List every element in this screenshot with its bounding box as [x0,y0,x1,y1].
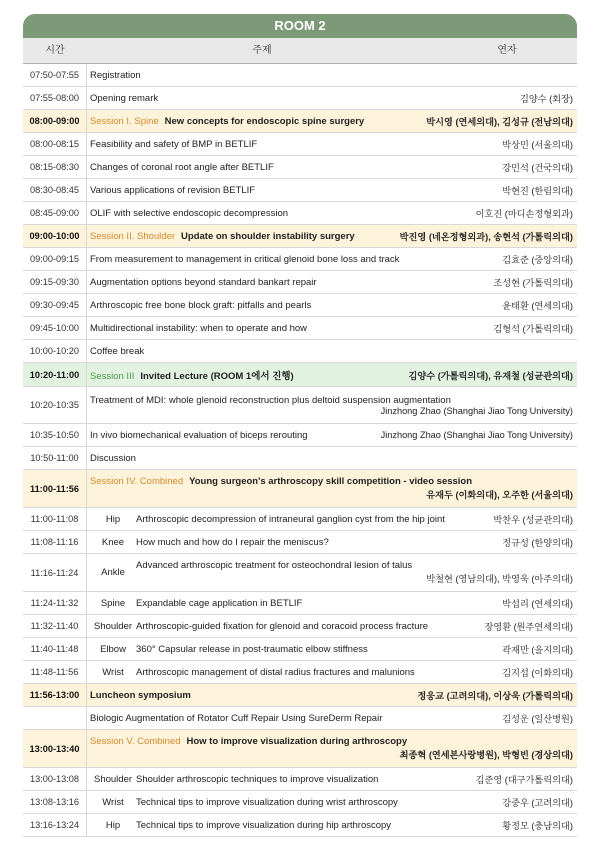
row-category: Shoulder [93,620,133,632]
row-topic: Treatment of MDI: whole glenoid reconstruction plus deltoid suspension augmentation [90,394,451,406]
row-speaker: 조성현 (가톨릭의대) [493,278,573,288]
row-speaker: 김효준 (중앙의대) [502,255,573,265]
table-row [23,202,577,225]
header-topic: 주제 [252,45,272,56]
row-topic: Augmentation options beyond standard bankart repair [90,276,317,288]
row-time: 09:15-09:30 [23,271,87,293]
table-row [23,340,577,363]
header-speaker: 연자 [497,45,517,56]
row-topic: Arthroscopic management of distal radius fractures and malunions [136,666,415,678]
row-time: 07:50-07:55 [23,64,87,86]
row-topic: Multidirectional instability: when to operate and how [90,322,308,334]
row-topic: In vivo biomechanical evaluation of biceps rerouting [90,429,308,441]
row-topic: Biologic Augmentation of Rotator Cuff Repair Using SureDerm Repair [90,712,383,724]
row-time: 11:32-11:40 [23,615,87,637]
row-topic: From measurement to management in critical glenoid bone loss and track [90,253,400,265]
session-name: Session IV. Combined [90,476,184,487]
row-speaker: 김준영 (대구가톨릭의대) [475,775,573,785]
row-topic: Technical tips to improve visualization during wrist arthroscopy [136,796,398,808]
row-category: Knee [101,536,125,548]
row-category: Wrist [102,796,124,808]
table-row [23,768,577,791]
session-chairs: 유재두 (이화의대), 오주한 (서울의대) [426,490,573,500]
table-row [23,814,577,837]
row-speaker: 황정모 (충남의대) [502,821,573,831]
row-time: 11:24-11:32 [23,592,87,614]
table-row [23,317,577,340]
session-title: Luncheon symposium [90,689,191,701]
session-row [23,684,577,707]
row-topic: OLIF with selective endoscopic decompression [90,207,289,219]
session-row [23,110,577,133]
row-speaker: 박섭리 (연세의대) [502,599,573,609]
session-title: Update on shoulder instability surgery [181,230,355,242]
table-row [23,638,577,661]
row-time: 11:56-13:00 [23,684,87,706]
row-speaker: 강중우 (고려의대) [502,798,573,808]
row-time: 10:20-10:35 [23,387,87,423]
table-row [23,554,577,592]
row-speaker: 김양수 (회장) [519,94,573,104]
row-speaker: 박현진 (한림의대) [502,186,573,196]
column-header-row [23,38,577,64]
row-topic: Arthroscopic decompression of intraneural ganglion cyst from the hip joint [136,513,445,525]
row-time: 11:48-11:56 [23,661,87,683]
row-time: 08:45-09:00 [23,202,87,224]
session-row [23,225,577,248]
session-name: Session I. Spine [90,115,159,127]
session-row [23,470,577,508]
session-name: Session V. Combined [90,736,181,747]
row-topic: Expandable cage application in BETLIF [136,597,303,609]
row-speaker: 곽재만 (을지의대) [502,645,573,655]
row-topic: Coffee break [90,345,145,357]
table-row [23,791,577,814]
table-row [23,615,577,638]
row-time: 10:50-11:00 [23,447,87,469]
row-topic: Various applications of revision BETLIF [90,184,256,196]
table-row [23,156,577,179]
row-speaker: 김지섭 (이화의대) [502,668,573,678]
row-time: 13:00-13:40 [23,730,87,767]
session-chairs: 정웅교 (고려의대), 이상욱 (가톨릭의대) [417,691,573,701]
row-category: Hip [105,819,121,831]
row-time [23,707,87,729]
row-time: 10:35-10:50 [23,424,87,446]
row-topic: Feasibility and safety of BMP in BETLIF [90,138,258,150]
table-row [23,592,577,615]
row-category: Spine [100,597,126,609]
row-topic: Arthroscopic-guided fixation for glenoid and coracoid process fracture [136,620,429,632]
row-topic: How much and how do I repair the meniscus? [136,536,329,548]
session-title: How to improve visualization during arthroscopy [186,736,408,747]
row-time: 09:45-10:00 [23,317,87,339]
row-time: 11:00-11:56 [23,470,87,507]
row-time: 11:08-11:16 [23,531,87,553]
table-row [23,87,577,110]
row-speaker: Jinzhong Zhao (Shanghai Jiao Tong University) [380,405,573,416]
row-category: Wrist [102,666,124,678]
row-topic: Shoulder arthroscopic techniques to improve visualization [136,773,379,785]
table-row [23,179,577,202]
row-speaker: 박찬우 (성균관의대) [493,515,573,525]
row-category: Shoulder [93,773,133,785]
row-topic: Discussion [90,452,136,464]
row-category: Ankle [101,567,125,578]
row-time: 08:30-08:45 [23,179,87,201]
row-category: Hip [105,513,121,525]
session-chairs: 박진영 (네온정형외과), 송현석 (가톨릭의대) [399,232,573,242]
session-row [23,730,577,768]
row-topic: Advanced arthroscopic treatment for osteochondral lesion of talus [136,560,413,571]
table-row [23,508,577,531]
row-time: 08:15-08:30 [23,156,87,178]
table-row [23,661,577,684]
table-row [23,248,577,271]
session-title: Young surgeon's arthroscopy skill competition - video session [189,476,473,487]
row-time: 13:08-13:16 [23,791,87,813]
session-chairs: 박시영 (연세의대), 김성규 (전남의대) [426,117,573,127]
row-topic: Changes of coronal root angle after BETLIF [90,161,274,173]
table-row [23,531,577,554]
table-row [23,447,577,470]
row-time: 13:16-13:24 [23,814,87,836]
session-name: Session II. Shoulder [90,230,176,242]
row-speaker: 김형석 (가톨릭의대) [493,324,573,334]
table-row [23,387,577,424]
row-time: 08:00-08:15 [23,133,87,155]
row-speaker: 장영환 (원주연세의대) [484,622,573,632]
session-title: Invited Lecture (ROOM 1에서 진행) [140,370,294,382]
table-row [23,64,577,87]
row-time: 10:20-11:00 [23,363,87,386]
program-table [23,14,577,837]
table-row [23,133,577,156]
row-speaker: 김성운 (일산병원) [502,714,573,724]
row-time: 09:00-09:15 [23,248,87,270]
row-time: 08:00-09:00 [23,110,87,132]
row-speaker: Jinzhong Zhao (Shanghai Jiao Tong University) [380,430,573,440]
header-time: 시간 [45,45,65,56]
table-row [23,271,577,294]
row-category: Elbow [100,643,126,655]
row-time: 13:00-13:08 [23,768,87,790]
row-speaker: 이호진 (마디손정형외과) [475,209,573,219]
row-time: 11:16-11:24 [23,554,87,591]
row-speaker: 박철현 (영남의대), 박영욱 (아주의대) [426,574,573,584]
row-speaker: 박상민 (서울의대) [502,140,573,150]
row-topic: Arthroscopic free bone block graft: pitfalls and pearls [90,299,312,311]
table-row [23,424,577,447]
row-topic: Opening remark [90,92,159,104]
session-name: Session III [90,370,135,382]
room-title: ROOM 2 [23,14,577,38]
row-time: 11:00-11:08 [23,508,87,530]
row-speaker: 강민석 (건국의대) [502,163,573,173]
row-time: 07:55-08:00 [23,87,87,109]
row-topic: Registration [90,69,141,81]
row-time: 10:00-10:20 [23,340,87,362]
row-time: 09:00-10:00 [23,225,87,247]
session-chairs: 김양수 (가톨릭의대), 유재철 (성균관의대) [408,370,573,381]
table-row [23,707,577,730]
session-title: New concepts for endoscopic spine surgery [164,115,365,127]
row-time: 11:40-11:48 [23,638,87,660]
session-chairs: 최종혁 (연세본사랑병원), 박형빈 (경상의대) [399,750,573,760]
session-row [23,363,577,387]
row-speaker: 윤태환 (연세의대) [502,301,573,311]
row-topic: 360° Capsular release in post-traumatic elbow stiffness [136,643,368,655]
row-topic: Technical tips to improve visualization during hip arthroscopy [136,819,392,831]
row-time: 09:30-09:45 [23,294,87,316]
table-row [23,294,577,317]
row-speaker: 정규성 (한양의대) [502,538,573,548]
